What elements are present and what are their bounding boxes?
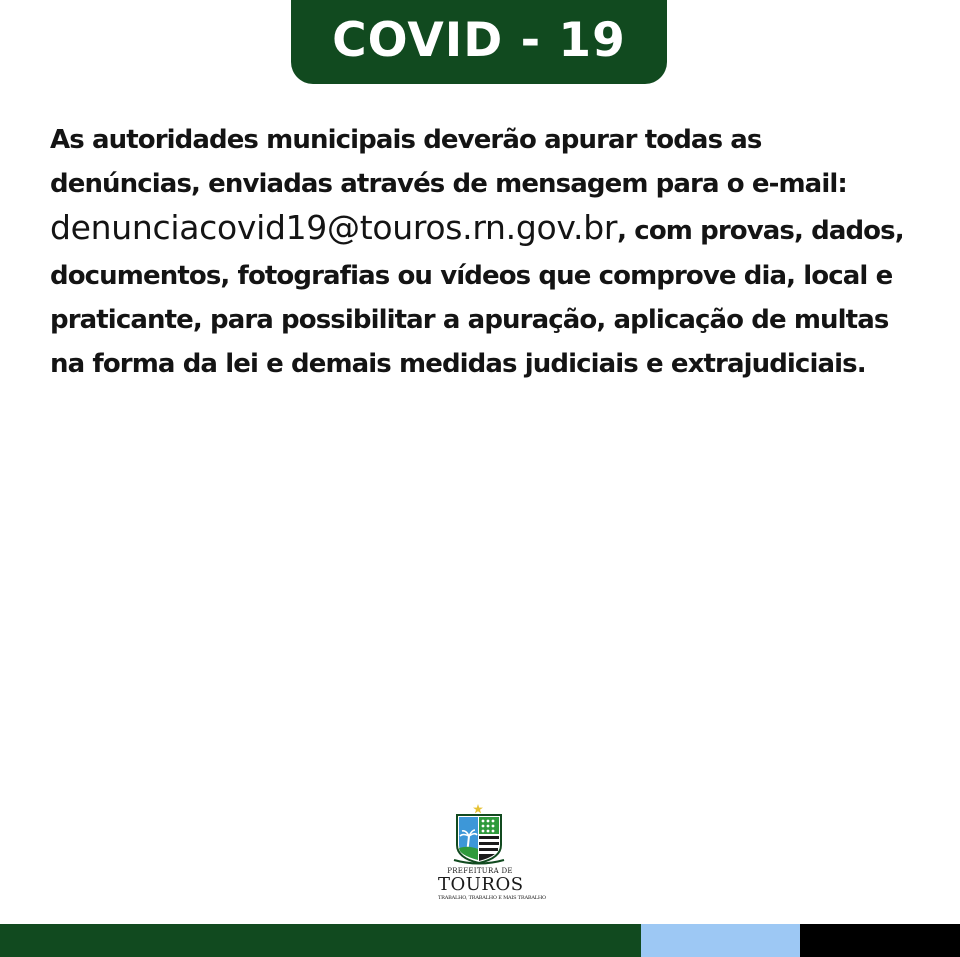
notice-paragraph bbox=[50, 118, 910, 386]
notice-text-before-email: As autoridades municipais deverão apurar todas as denúncias, enviadas através de mensagem para o e-mail: bbox=[50, 125, 847, 200]
footer-band-black bbox=[800, 924, 960, 957]
title-banner bbox=[291, 0, 667, 84]
logo-tagline: TRABALHO, TRABALHO E MAIS TRABALHO bbox=[438, 895, 546, 901]
footer-band-green bbox=[0, 924, 641, 957]
touros-coat-of-arms-icon bbox=[438, 800, 522, 866]
email-address: denunciacovid19@touros.rn.gov.br bbox=[50, 208, 618, 248]
footer-band-blue bbox=[641, 924, 800, 957]
logo-name: TOUROS bbox=[438, 874, 524, 895]
page-title: COVID - 19 bbox=[332, 12, 626, 68]
prefeitura-touros-logo bbox=[438, 800, 546, 904]
notice-text-after-email: , com provas, dados, documentos, fotografias ou vídeos que comprove dia, local e praticante, para possibilitar a apuração, aplicação de multas na forma da lei e demais medidas judiciais e extrajudiciais. bbox=[50, 216, 904, 380]
logo-small-text: PREFEITURA DE bbox=[447, 867, 513, 875]
